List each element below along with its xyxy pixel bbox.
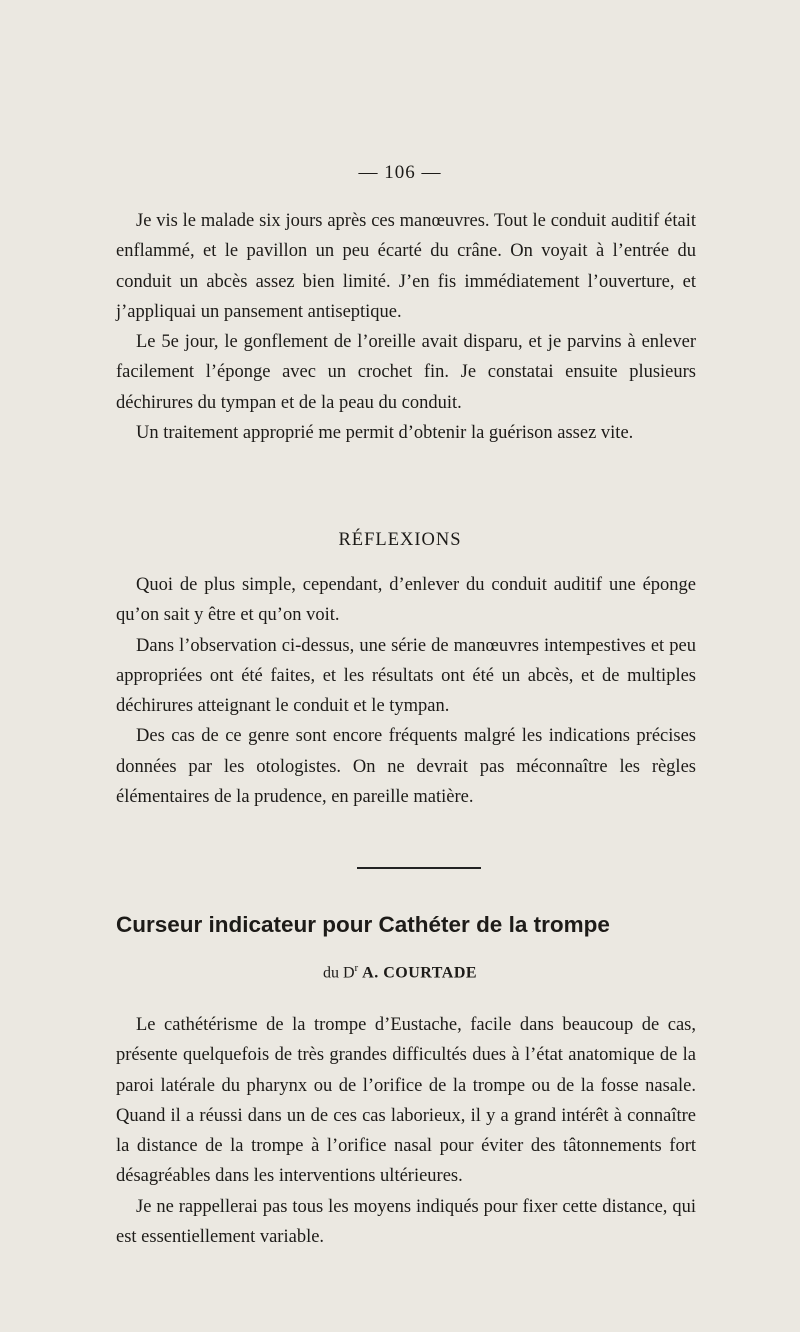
paragraph: Le 5e jour, le gonflement de l’oreille avait disparu, et je parvins à enlever facilement l’éponge avec un crochet fin. Je constatai ensuite plusieurs déchirures du tympan et de la peau du conduit. [116,332,696,413]
page-number: — 106 — [358,162,442,183]
section-heading-reflexions: RÉFLEXIONS [338,530,462,550]
article-byline [0,962,800,982]
paragraph: Je ne rappellerai pas tous les moyens indiqués pour fixer cette distance, qui est essentiellement variable. [116,1196,696,1248]
paragraph: Des cas de ce genre sont encore fréquents malgré les indications précises données par les otologistes. On ne devrait pas méconnaître les règles élémentaires de la prudence, en pareille matière. [116,726,696,808]
reflexions-text [116,570,696,812]
byline-author: A. COURTADE [362,964,478,982]
case-text [116,206,696,448]
article-text [116,1010,696,1252]
byline-prefix: du D [322,964,355,982]
article-title: Curseur indicateur pour Cathéter de la trompe [116,912,610,937]
paragraph: Un traitement approprié me permit d’obtenir la guérison assez vite. [136,423,634,444]
paragraph: Dans l’observation ci-dessus, une série de manœuvres intempestives et peu appropriées ont été faites, et les résultats ont été un abcès, et de multiples déchirures atteignant le conduit et le tympan. [116,635,696,717]
paragraph: Quoi de plus simple, cependant, d’enlever du conduit auditif une éponge qu’on sait y être et qu’on voit. [116,575,696,626]
paragraph: Je vis le malade six jours après ces manœuvres. Tout le conduit auditif était enflammé, et le pavillon un peu écarté du crâne. On voyait à l’entrée du conduit un abcès assez bien limité. J’en fis immédiatement l’ouverture, et j’appliquai un pansement antiseptique. [116,211,696,322]
section-divider [357,867,481,869]
byline-superscript: r [354,962,359,974]
paragraph: Le cathétérisme de la trompe d’Eustache, facile dans beaucoup de cas, présente quelquefois de très grandes difficultés dues à l’état anatomique de la paroi latérale du pharynx ou de l’orifice de la trompe ou de la fosse nasale. Quand il a réussi dans un de ces cas laborieux, il y a grand intérêt à connaître la distance de la trompe à l’orifice nasal pour éviter des tâtonnements fort désagréables dans les interventions ultérieures. [116,1015,696,1187]
